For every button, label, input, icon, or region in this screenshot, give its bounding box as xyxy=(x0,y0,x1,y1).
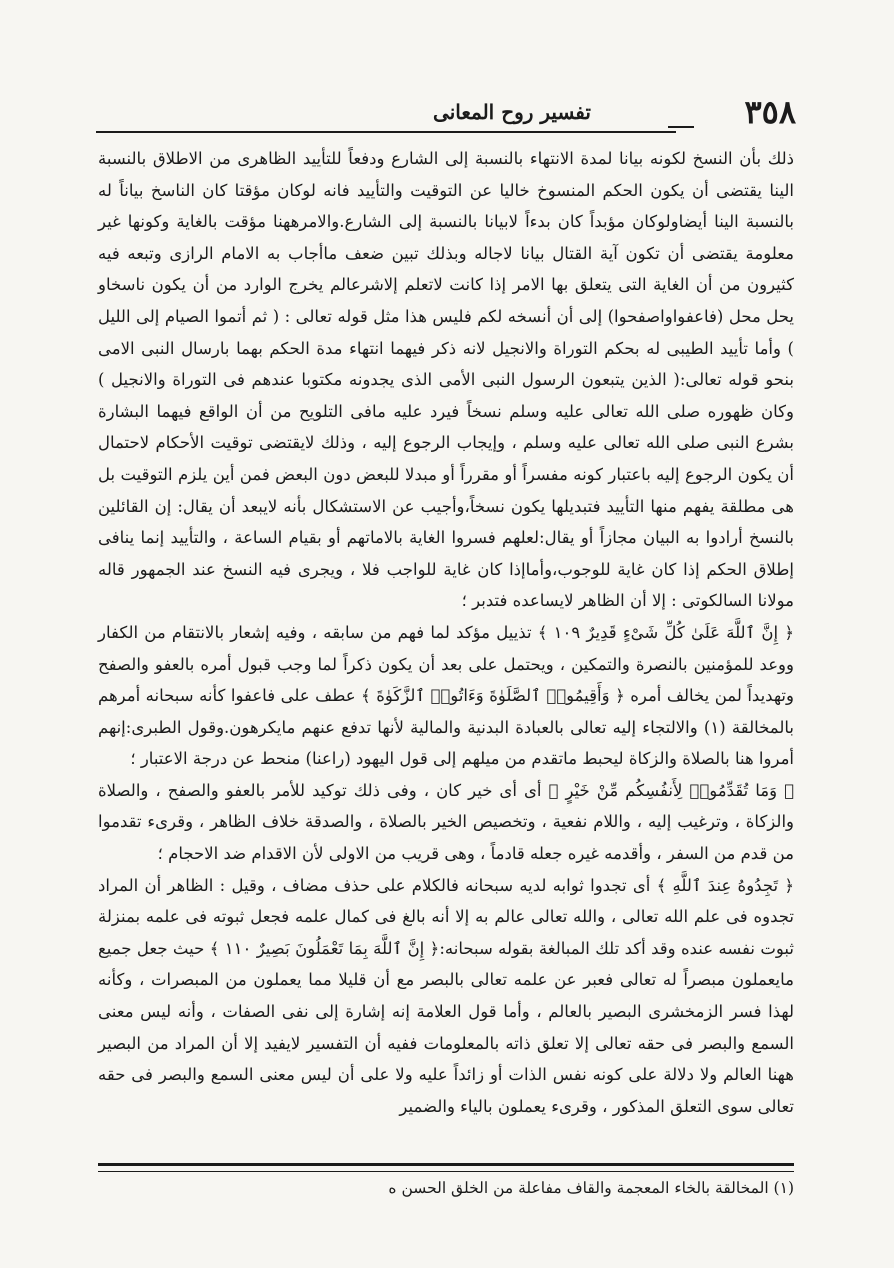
body-text xyxy=(98,143,794,1122)
page-header xyxy=(96,86,796,132)
page-number: ٣٥٨ xyxy=(744,93,796,131)
header-rule xyxy=(96,131,676,133)
footnote-separator xyxy=(98,1163,794,1172)
running-title: تفسير روح المعانى xyxy=(433,100,591,124)
footnote: (١) المخالقة بالخاء المعجمة والقاف مفاعلة من الخلق الحسن ه xyxy=(388,1179,794,1197)
paragraph-2: ﴿ إِنَّ ٱللَّهَ عَلَىٰ كُلِّ شَىْءٍ قَدِيرٌ ١٠٩ ﴾ تذييل مؤكد لما فهم من سابقه ، وفيه إشعار بالانتقام من الكفار ووعد للمؤمنين بالنصرة والتمكين ، ويحتمل على بعد أن يكون ذكراً لما وجب قبول أمره بالعفو والصفح وتهديداً لمن يخالف أمره ﴿ وَأَقِيمُوا۟ ٱلصَّلَوٰةَ وَءَاتُوا۟ ٱلزَّكَوٰةَ ﴾ عطف على فاعفوا كأنه سبحانه أمرهم بالمخالقة (١) والالتجاء إليه تعالى بالعبادة البدنية والمالية لأنها تدفع عنهم مايكرهون.وقول الطبرى:إنهم أمروا هنا بالصلاة والزكاة ليحبط ماتقدم من ميلهم إلى قول اليهود (راعنا) منحط عن درجة الاعتبار ؛ xyxy=(98,622,794,769)
page-number-underline xyxy=(668,126,694,128)
paragraph-4: ﴿ تَجِدُوهُ عِندَ ٱللَّهِ ﴾ أى تجدوا ثوابه لديه سبحانه فالكلام على حذف مضاف ، وقيل : الظاهر أن المراد تجدوه فى علم الله تعالى ، والله تعالى عالم به إلا أنه بالغ فى كمال علمه فجعل ثبوته فى علمه بمنزلة ثبوت نفسه عنده وقد أكد تلك المبالغة بقوله سبحانه:﴿ إِنَّ ٱللَّهَ بِمَا تَعْمَلُونَ بَصِيرٌ ١١٠ ﴾ حيث جعل جميع مايعملون مبصراً له تعالى فعبر عن علمه تعالى بالبصر مع أن قليلا مما يعملون من المبصرات ، وكأنه لهذا فسر الزمخشرى البصير بالعالم ، وأما قول العلامة إنه إشارة إلى نفى الصفات ، وأنه ليس معنى السمع والبصر فى حقه تعالى إلا تعلق ذاته بالمعلومات ففيه أن التفسير لايفيد إلا أن المراد من البصير ههنا العالم ولا دلالة على كونه نفس الذات أو زائداً عليه ولا على أن ليس معنى السمع والبصر فى حقه تعالى سوى التعلق المذكور ، وقرىء يعملون بالياء والضمير xyxy=(98,875,794,1116)
paragraph-3: ﴿ وَمَا تُقَدِّمُوا۟ لِأَنفُسِكُم مِّنْ خَيْرٍ ﴾ أى أى خير كان ، وفى ذلك توكيد للأمر بالعفو والصفح ، والصلاة والزكاة ، وترغيب إليه ، واللام نفعية ، وتخصيص الخير بالصلاة ، والصدقة خلاف الظاهر ، وقرىء تقدموا من قدم من السفر ، وأقدمه غيره جعله قادماً ، وهى قريب من الاولى لأن الاقدام ضد الاحجام ؛ xyxy=(98,780,794,864)
paragraph-1: ذلك بأن النسخ لكونه بيانا لمدة الانتهاء بالنسبة إلى الشارع ودفعاً للتأييد الظاهرى من الاطلاق بالنسبة الينا يقتضى أن يكون الحكم المنسوخ خاليا عن التوقيت والتأييد فانه لوكان مؤقتا كان الناسخ بياناً له بالنسبة الينا أيضاولوكان مؤبداً كان بدءاً لابيانا بالنسبة إلى الشارع.والامرههنا مؤقت بالغاية وكونها غير معلومة يقتضى أن تكون آية القتال بيانا لاجاله وبذلك تبين ضعف ماأجاب به الامام الرازى وتبعه فيه كثيرون من أن الغاية التى يتعلق بها الامر إذا كانت لاتعلم إلاشرعالم يخرج الوارد من أن يكون ناسخاو يحل محل (فاعفواواصفحوا) إلى أن أنسخه لكم فليس هذا مثل قوله تعالى : ( ثم أتموا الصيام إلى الليل ) وأما تأييد الطيبى له بحكم التوراة والانجيل لانه ذكر فيهما انتهاء مدة الحكم بهما بارسال النبى الامى بنحو قوله تعالى:( الذين يتبعون الرسول النبى الأمى الذى يجدونه مكتوبا عندهم فى التوراة والانجيل ) وكان ظهوره صلى الله تعالى عليه وسلم نسخاً فيرد عليه مافى التلويح من أن الواقع فيهما البشارة بشرع النبى صلى الله تعالى عليه وسلم ، وإيجاب الرجوع إليه ، وذلك لايقتضى توقيت الأحكام لاحتمال أن يكون الرجوع إليه باعتبار كونه مفسراً أو مقرراً أو مبدلا للبعض دون البعض فمن أين يلزم التوقيت بل هى مطلقة يفهم منها التأييد فتبديلها يكون نسخاً،وأجيب عن الاستشكال بأنه لايبعد أن يقال: إن القائلين بالنسخ أرادوا به البيان مجازاً أو يقال:لعلهم فسروا الغاية بالاماتهم أو بقيام الساعة ، والتأييد إنما ينافى إطلاق الحكم إذا كان غاية للوجوب،وأماإذا كان غاية للواجب فلا ، ويجرى فيه النسخ عند الجمهور قاله مولانا السالكوتى : إلا أن الظاهر لايساعده فتدبر ؛ xyxy=(98,149,794,611)
